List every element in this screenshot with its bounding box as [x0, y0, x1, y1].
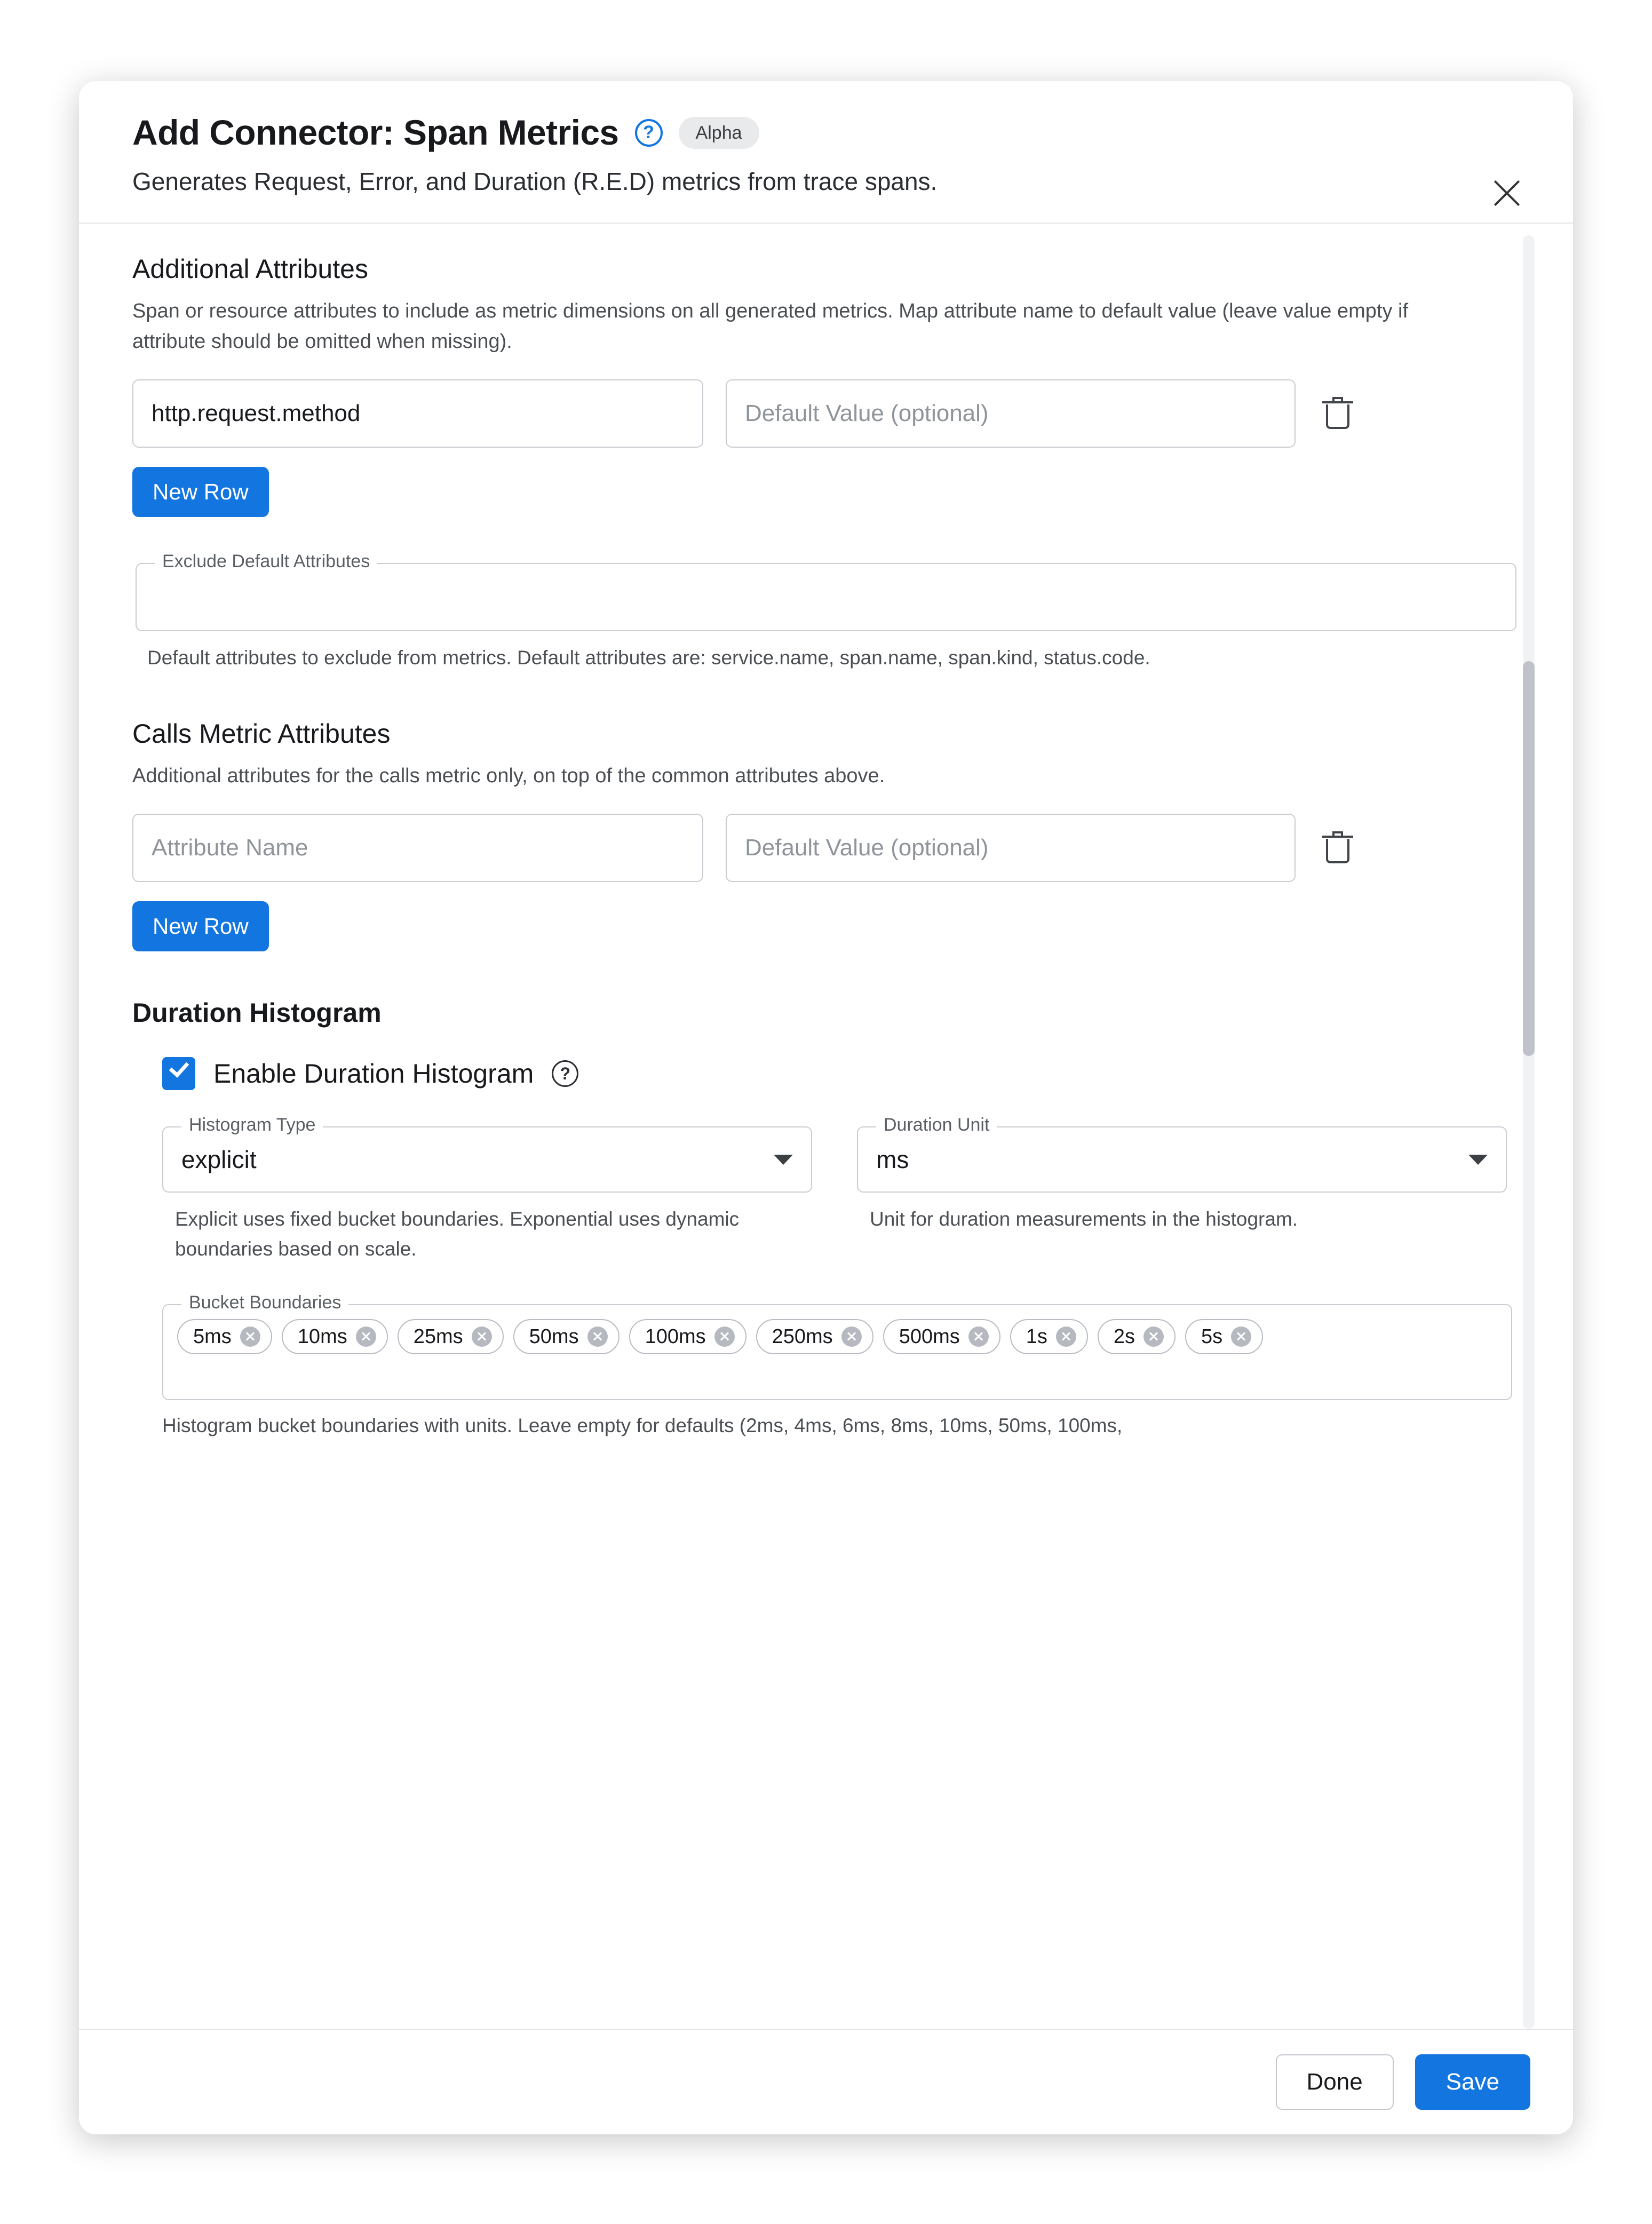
- section-title-calls-metric-attributes: Calls Metric Attributes: [132, 719, 391, 749]
- help-circle-icon[interactable]: ?: [635, 119, 663, 147]
- title-row: [132, 114, 1530, 151]
- calls-attribute-default-value-input[interactable]: [726, 814, 1296, 882]
- dialog-body: [79, 224, 1573, 2029]
- scrollbar-track[interactable]: [1523, 235, 1535, 2029]
- remove-chip-icon[interactable]: [587, 1327, 608, 1347]
- remove-chip-icon[interactable]: [1143, 1327, 1164, 1347]
- bucket-boundary-chip-label: 10ms: [297, 1325, 347, 1348]
- bucket-boundary-chip-label: 5s: [1201, 1325, 1223, 1348]
- trash-icon[interactable]: [1322, 397, 1353, 430]
- table-row: [132, 379, 1520, 448]
- section-desc-additional-attributes: Span or resource attributes to include as metric dimensions on all generated metrics. Map attribute name to default value (leave value empty if attribute should be omitted when missing).: [132, 299, 1409, 353]
- dialog-footer: [79, 2029, 1573, 2134]
- bucket-boundaries-field[interactable]: [162, 1292, 1512, 1400]
- enable-duration-histogram-row[interactable]: [162, 1057, 1520, 1090]
- status-badge: Alpha: [679, 117, 759, 149]
- bucket-boundary-chip-label: 250ms: [772, 1325, 833, 1348]
- bucket-boundaries-chips: [177, 1319, 1497, 1354]
- histogram-type-column: [162, 1115, 812, 1264]
- bucket-boundary-chip-label: 500ms: [899, 1325, 960, 1348]
- duration-unit-helper: Unit for duration measurements in the histogram.: [870, 1208, 1298, 1230]
- help-circle-icon[interactable]: ?: [552, 1060, 578, 1087]
- bucket-boundary-chip-label: 25ms: [413, 1325, 463, 1348]
- bucket-boundary-chip: [1098, 1319, 1176, 1354]
- bucket-boundary-chip: [756, 1319, 873, 1354]
- remove-chip-icon[interactable]: [968, 1327, 989, 1347]
- bucket-boundary-chip-label: 2s: [1113, 1325, 1135, 1348]
- add-calls-attribute-new-row-button[interactable]: New Row: [132, 901, 269, 951]
- remove-chip-icon[interactable]: [472, 1327, 492, 1347]
- bucket-boundaries-label: Bucket Boundaries: [181, 1293, 348, 1312]
- enable-duration-histogram-label: Enable Duration Histogram: [213, 1059, 534, 1089]
- histogram-options: [162, 1115, 1520, 1264]
- bucket-boundary-chip: [282, 1319, 388, 1354]
- enable-duration-histogram-checkbox[interactable]: [162, 1057, 195, 1090]
- section-title-additional-attributes: Additional Attributes: [132, 253, 368, 284]
- trash-icon[interactable]: [1322, 831, 1353, 864]
- duration-unit-value: ms: [876, 1146, 909, 1174]
- histogram-type-select[interactable]: [162, 1115, 812, 1193]
- remove-chip-icon[interactable]: [1231, 1327, 1251, 1347]
- bucket-boundary-chip-label: 50ms: [529, 1325, 579, 1348]
- histogram-type-label: Histogram Type: [181, 1116, 323, 1134]
- add-connector-dialog: [79, 81, 1573, 2134]
- bucket-boundary-chip: [1185, 1319, 1263, 1354]
- save-button[interactable]: Save: [1415, 2054, 1530, 2110]
- bucket-boundary-chip-label: 100ms: [645, 1325, 706, 1348]
- attribute-default-value-input[interactable]: [726, 379, 1296, 448]
- bucket-boundary-chip-label: 5ms: [193, 1325, 232, 1348]
- chevron-down-icon[interactable]: [1468, 1155, 1488, 1165]
- histogram-type-helper: Explicit uses fixed bucket boundaries. Exponential uses dynamic boundaries based on scale.: [175, 1208, 740, 1260]
- page-title: Add Connector: Span Metrics: [132, 113, 619, 152]
- bucket-boundary-chip: [883, 1319, 1000, 1354]
- remove-chip-icon[interactable]: [841, 1327, 862, 1347]
- exclude-default-attributes-label: Exclude Default Attributes: [155, 552, 377, 570]
- done-button[interactable]: Done: [1276, 2054, 1394, 2110]
- exclude-default-attributes-helper: Default attributes to exclude from metrics. Default attributes are: service.name, span.name, span.kind, status.code.: [147, 646, 1150, 669]
- remove-chip-icon[interactable]: [240, 1327, 260, 1347]
- bucket-boundary-chip: [177, 1319, 272, 1354]
- bucket-boundary-chip: [629, 1319, 746, 1354]
- section-desc-calls-metric-attributes: Additional attributes for the calls metric only, on top of the common attributes above.: [132, 765, 885, 788]
- dialog-subtitle: Generates Request, Error, and Duration (R.E.D) metrics from trace spans.: [132, 168, 938, 196]
- bucket-boundaries-helper: Histogram bucket boundaries with units. Leave empty for defaults (2ms, 4ms, 6ms, 8ms, 10ms, 50ms, 100ms,: [162, 1415, 1123, 1437]
- duration-unit-select[interactable]: [857, 1115, 1507, 1193]
- close-icon[interactable]: [1487, 173, 1527, 213]
- attribute-name-input[interactable]: [132, 379, 703, 448]
- scrollbar-thumb[interactable]: [1523, 661, 1535, 1056]
- bucket-boundary-chip: [1010, 1319, 1088, 1354]
- histogram-type-value: explicit: [181, 1146, 257, 1174]
- remove-chip-icon[interactable]: [356, 1327, 376, 1347]
- remove-chip-icon[interactable]: [1056, 1327, 1076, 1347]
- dialog-header: [79, 81, 1573, 224]
- bucket-boundary-chip: [398, 1319, 504, 1354]
- exclude-default-attributes-field[interactable]: [136, 551, 1516, 631]
- add-attribute-new-row-button[interactable]: New Row: [132, 467, 269, 517]
- chevron-down-icon[interactable]: [774, 1155, 793, 1165]
- duration-unit-label: Duration Unit: [876, 1116, 997, 1134]
- bucket-boundary-chip: [513, 1319, 620, 1354]
- remove-chip-icon[interactable]: [714, 1327, 735, 1347]
- table-row: [132, 814, 1520, 882]
- calls-attribute-name-input[interactable]: [132, 814, 703, 882]
- duration-unit-column: [857, 1115, 1507, 1264]
- bucket-boundary-chip-label: 1s: [1026, 1325, 1047, 1348]
- section-title-duration-histogram: Duration Histogram: [132, 998, 382, 1028]
